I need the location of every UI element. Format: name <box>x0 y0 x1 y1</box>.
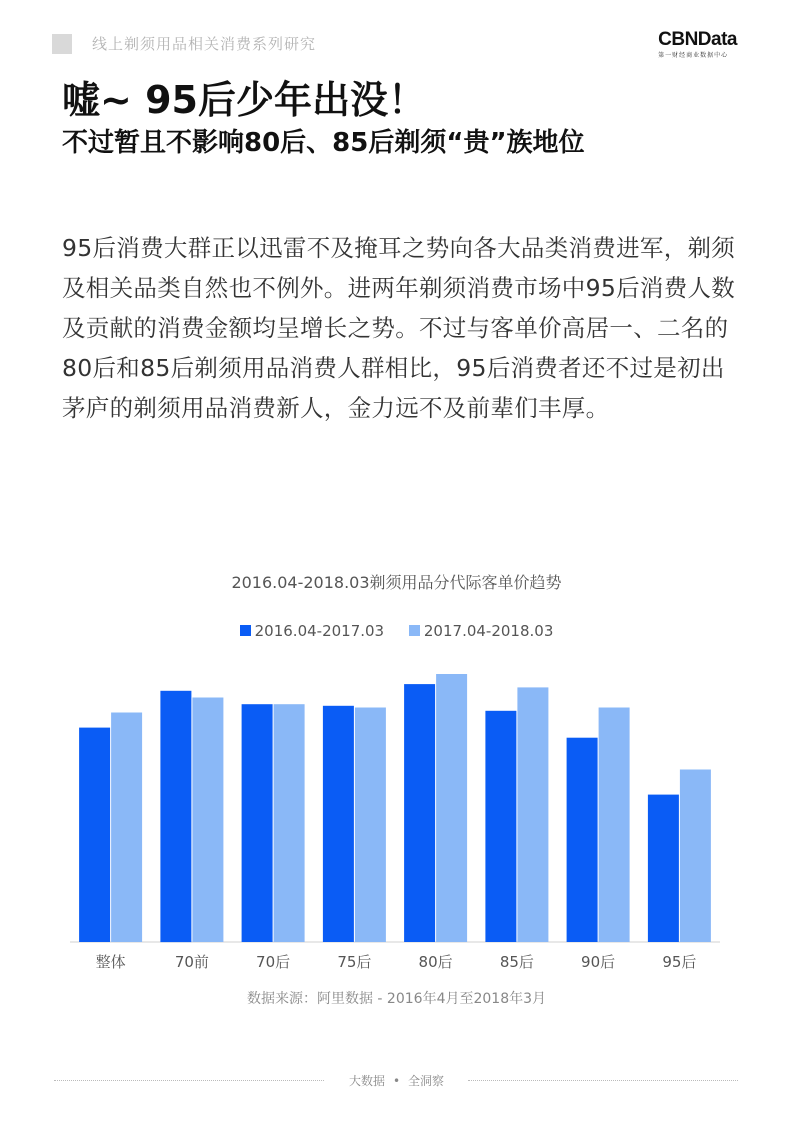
x-tick-label: 95后 <box>662 953 697 971</box>
brand-name: CBNData <box>658 29 737 50</box>
x-tick-label: 85后 <box>499 953 534 971</box>
bar-1-70后 <box>242 704 273 942</box>
legend-swatch-series-2 <box>409 625 420 636</box>
brand-logo <box>658 30 737 59</box>
chart-title: 2016.04-2018.03剃须用品分代际客单价趋势 <box>231 573 562 592</box>
footer-right-text: 全洞察 <box>408 1074 445 1088</box>
x-tick-label: 70后 <box>256 953 291 971</box>
bar-chart <box>0 660 793 980</box>
bar-2-整体 <box>111 713 142 943</box>
legend-item-series-1 <box>240 622 384 640</box>
bar-2-70后 <box>274 704 305 942</box>
bar-1-整体 <box>79 728 110 942</box>
header-square-icon <box>52 34 72 54</box>
x-tick-label: 90后 <box>581 953 616 971</box>
x-tick-label: 75后 <box>337 953 372 971</box>
page-title: 嘘~ 95后少年出没！ <box>62 78 426 122</box>
footer-divider-right <box>468 1080 738 1081</box>
legend-swatch-series-1 <box>240 625 251 636</box>
page-subtitle: 不过暂且不影响80后、85后剃须“贵”族地位 <box>62 128 585 158</box>
bar-1-85后 <box>485 711 516 942</box>
bar-2-85后 <box>517 687 548 942</box>
x-tick-label: 70前 <box>174 953 209 971</box>
x-tick-label: 80后 <box>418 953 453 971</box>
bar-2-75后 <box>355 708 386 943</box>
footer-dot: • <box>392 1074 401 1088</box>
data-source-note: 数据来源：阿里数据 - 2016年4月至2018年3月 <box>246 991 547 1007</box>
body-paragraph: 95后消费大群正以迅雷不及掩耳之势向各大品类消费进军，剃须及相关品类自然也不例外。进两年剃须消费市场中95后消费人数及贡献的消费金额均呈增长之势。不过与客单价高居一、二名的80后和85后剃须用品消费人群相比，95后消费者还不过是初出茅庐的剃须用品消费新人，金力远不及前辈们丰厚。 <box>62 234 736 422</box>
bar-1-95后 <box>648 795 679 942</box>
bar-1-80后 <box>404 684 435 942</box>
legend-label-series-2: 2017.04-2018.03 <box>423 622 554 640</box>
bar-2-70前 <box>192 698 223 943</box>
bar-2-80后 <box>436 674 467 942</box>
legend-label-series-1: 2016.04-2017.03 <box>254 622 385 640</box>
bar-1-75后 <box>323 706 354 942</box>
bar-2-90后 <box>599 708 630 943</box>
chart-legend <box>0 622 793 640</box>
legend-item-series-2 <box>409 622 553 640</box>
bar-1-70前 <box>160 691 191 942</box>
x-tick-label: 整体 <box>95 953 126 971</box>
brand-subtitle: 第一财经商业数据中心 <box>658 52 729 59</box>
bar-2-95后 <box>680 770 711 943</box>
footer-left-text: 大数据 <box>348 1074 385 1088</box>
report-title: 线上剃须用品相关消费系列研究 <box>92 35 317 53</box>
bar-1-90后 <box>567 738 598 942</box>
